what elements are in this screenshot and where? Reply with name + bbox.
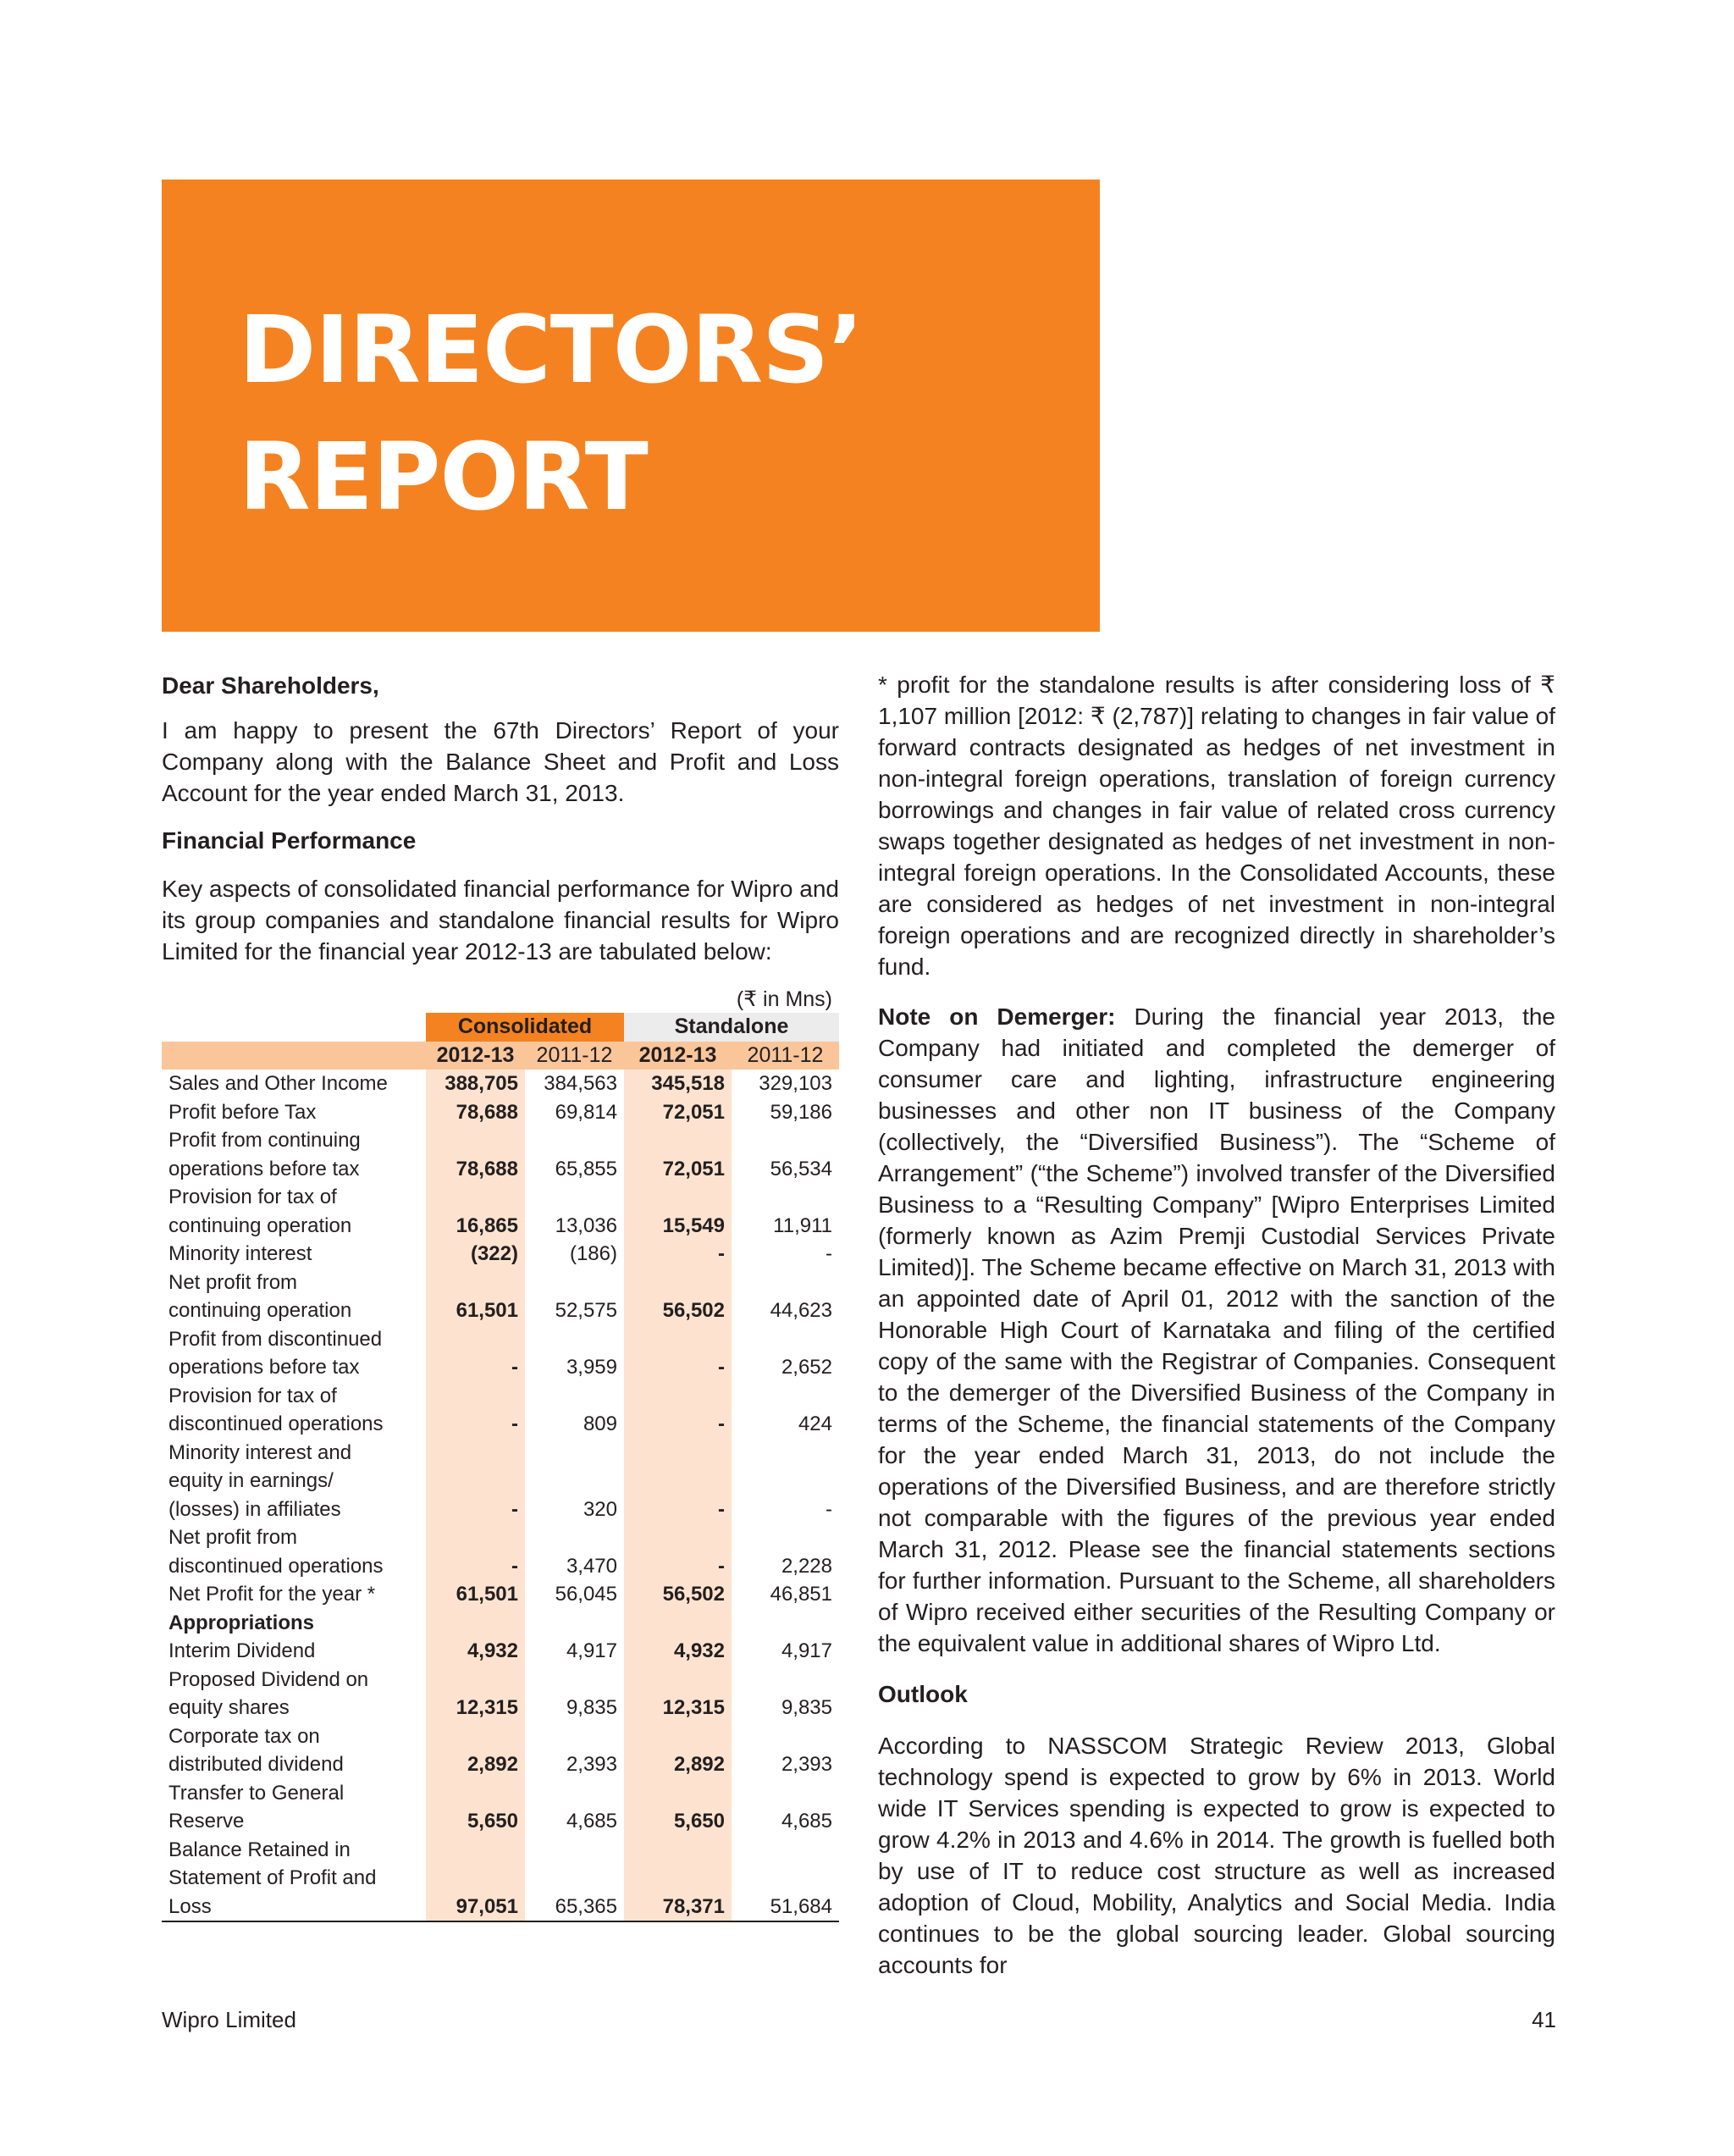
row-value [732, 1722, 839, 1751]
row-value [426, 1836, 525, 1865]
row-value: - [426, 1353, 525, 1382]
row-value: 4,932 [426, 1637, 525, 1666]
row-value [624, 1836, 732, 1865]
table-row [162, 1353, 839, 1382]
financial-intro-paragraph: Key aspects of consolidated financial performance for Wipro and its group companies and standalone financial results for Wipro Limited for the financial year 2012-13 are tabulated below: [162, 876, 839, 965]
row-value: 65,365 [525, 1893, 624, 1922]
table-row [162, 1893, 839, 1922]
row-value: 384,563 [525, 1070, 624, 1098]
row-value [426, 1183, 525, 1212]
row-value: - [624, 1353, 732, 1382]
row-value: 3,959 [525, 1353, 624, 1382]
group-header-row [162, 1013, 839, 1042]
financial-performance-heading: Financial Performance [162, 827, 417, 854]
row-label: Profit before Tax [168, 1100, 317, 1124]
row-value: 56,534 [732, 1155, 839, 1184]
row-value [525, 1269, 624, 1297]
row-label: Interim Dividend [168, 1639, 316, 1662]
financial-table [162, 1013, 839, 1922]
table-footnote: * profit for the standalone results is after considering loss of ₹ 1,107 million [2012: ₹ (2,787)] relating to changes in fair value of forward contracts designated as hedges of net investment in non-integral foreign operations, translation of foreign currency borrowings and changes in fair value of related cross currency swaps together designated as hedges of net investment in non-integral foreign operations. In the Consolidated Accounts, these are considered as hedges of net investment in non-integral foreign operations and are recognized directly in shareholder’s fund. [878, 672, 1555, 980]
year-header-blank [162, 1042, 426, 1070]
group-header-blank [162, 1013, 426, 1042]
table-row [162, 1439, 839, 1468]
row-value [525, 1183, 624, 1212]
row-label: distributed dividend [168, 1753, 344, 1776]
row-label: Net Profit for the year * [168, 1583, 376, 1606]
row-value: 52,575 [525, 1296, 624, 1325]
row-value: 13,036 [525, 1212, 624, 1241]
row-value [525, 1836, 624, 1865]
demerger-note [878, 1001, 1555, 1659]
row-value: - [624, 1552, 732, 1581]
table-row [162, 1779, 839, 1808]
row-label: Appropriations [168, 1611, 314, 1634]
row-value [732, 1467, 839, 1495]
row-label: Loss [162, 1893, 426, 1922]
row-value [525, 1779, 624, 1808]
row-value: 9,835 [525, 1694, 624, 1722]
row-label: Provision for tax of [168, 1186, 337, 1208]
row-value: 4,685 [525, 1807, 624, 1836]
financial-table-body [162, 1070, 839, 1921]
table-row [162, 1552, 839, 1581]
row-value: 2,393 [525, 1750, 624, 1779]
table-row [162, 1637, 839, 1666]
row-value: (322) [426, 1240, 525, 1269]
row-label: Proposed Dividend on [168, 1667, 369, 1691]
title-banner [162, 180, 1100, 632]
row-value [732, 1126, 839, 1155]
row-value [624, 1609, 732, 1638]
row-value: 320 [525, 1495, 624, 1524]
row-label: Minority interest and [168, 1440, 352, 1464]
row-value: 97,051 [426, 1893, 525, 1922]
table-row [162, 1467, 839, 1495]
row-label: Balance Retained in [168, 1838, 351, 1861]
row-value: 51,684 [732, 1893, 839, 1922]
table-row [162, 1325, 839, 1354]
row-label: Profit from continuing [168, 1129, 361, 1152]
row-label: Net profit from [168, 1270, 298, 1294]
row-value [426, 1779, 525, 1808]
row-value: 15,549 [624, 1212, 732, 1241]
row-value [732, 1523, 839, 1552]
row-value [732, 1382, 839, 1411]
row-value [525, 1439, 624, 1468]
row-value: 2,393 [732, 1750, 839, 1779]
row-value [525, 1467, 624, 1495]
group-header-standalone: Standalone [624, 1013, 839, 1042]
row-value: 5,650 [426, 1807, 525, 1836]
row-value [732, 1269, 839, 1297]
year-header: 2011-12 [525, 1042, 624, 1070]
row-value [525, 1382, 624, 1411]
table-row [162, 1864, 839, 1893]
row-value: 12,315 [426, 1694, 525, 1722]
year-header: 2012-13 [426, 1042, 525, 1070]
table-row [162, 1666, 839, 1694]
left-column [162, 669, 839, 1922]
row-value [525, 1325, 624, 1354]
row-value [525, 1722, 624, 1751]
row-value [624, 1269, 732, 1297]
row-label: continuing operation [168, 1213, 352, 1237]
table-row [162, 1296, 839, 1325]
row-value: - [732, 1240, 839, 1269]
row-label: Minority interest [168, 1242, 312, 1265]
row-label: operations before tax [168, 1356, 360, 1379]
row-value: 3,470 [525, 1552, 624, 1581]
row-value: 2,228 [732, 1552, 839, 1581]
row-label: discontinued operations [168, 1554, 384, 1578]
row-value [426, 1666, 525, 1694]
row-value: - [624, 1495, 732, 1524]
table-row [162, 1750, 839, 1779]
outlook-paragraph: According to NASSCOM Strategic Review 2013, Global technology spend is expected to grow by 6% in 2013. World wide IT Services spending is expected to grow is expected to grow 4.2% in 2013 and 4.6% in 2014. The growth is fuelled both by use of IT to reduce cost structure as well as increased adoption of Cloud, Mobility, Analytics and Social Media. India continues to be the global sourcing leader. Global sourcing accounts for [878, 1733, 1555, 1978]
row-value: (186) [525, 1240, 624, 1269]
row-value [426, 1609, 525, 1638]
table-row [162, 1070, 839, 1098]
row-value: 424 [732, 1410, 839, 1439]
row-value: 345,518 [624, 1070, 732, 1098]
row-value: 78,688 [426, 1155, 525, 1184]
row-value: 56,502 [624, 1580, 732, 1609]
row-value: 72,051 [624, 1098, 732, 1127]
table-row [162, 1694, 839, 1722]
row-value [426, 1439, 525, 1468]
table-row [162, 1523, 839, 1552]
row-value: 78,688 [426, 1098, 525, 1127]
row-value [624, 1126, 732, 1155]
row-value: 2,892 [426, 1750, 525, 1779]
row-label: equity in earnings/ [168, 1469, 334, 1492]
row-value [426, 1722, 525, 1751]
row-value [426, 1126, 525, 1155]
row-value: 56,045 [525, 1580, 624, 1609]
row-value [426, 1325, 525, 1354]
row-label: Corporate tax on [168, 1724, 320, 1748]
intro-paragraph: I am happy to present the 67th Directors’ Report of your Company along with the Balance Sheet and Profit and Loss Account for the year ended March 31, 2013. [162, 717, 839, 806]
row-value: 5,650 [624, 1807, 732, 1836]
page-title [239, 286, 863, 540]
row-value: - [732, 1495, 839, 1524]
table-row [162, 1382, 839, 1411]
table-row [162, 1098, 839, 1127]
table-row [162, 1155, 839, 1184]
demerger-label: Note on Demerger: [878, 1003, 1116, 1030]
row-value [426, 1864, 525, 1893]
row-value [624, 1779, 732, 1808]
title-line-1: DIRECTORS’ [239, 296, 864, 404]
table-row [162, 1495, 839, 1524]
row-label: equity shares [168, 1696, 290, 1719]
group-header-consolidated: Consolidated [426, 1013, 624, 1042]
footer-company: Wipro Limited [162, 2007, 296, 2032]
year-header: 2011-12 [732, 1042, 839, 1070]
row-label: operations before tax [168, 1157, 360, 1180]
row-value: 4,917 [732, 1637, 839, 1666]
row-value [525, 1523, 624, 1552]
table-row [162, 1580, 839, 1609]
row-value [624, 1864, 732, 1893]
table-row [162, 1269, 839, 1297]
year-header-row [162, 1042, 839, 1070]
row-value: 11,911 [732, 1212, 839, 1241]
row-value [732, 1836, 839, 1865]
table-row [162, 1722, 839, 1751]
row-value: - [426, 1410, 525, 1439]
row-label: Net profit from [168, 1526, 298, 1549]
row-value: 46,851 [732, 1580, 839, 1609]
row-value: 388,705 [426, 1070, 525, 1098]
row-value [426, 1523, 525, 1552]
row-value [525, 1126, 624, 1155]
row-value [426, 1382, 525, 1411]
row-value [732, 1864, 839, 1893]
row-value: - [426, 1495, 525, 1524]
row-value: 4,685 [732, 1807, 839, 1836]
table-row [162, 1126, 839, 1155]
row-value: 44,623 [732, 1296, 839, 1325]
title-line-2: REPORT [239, 423, 648, 531]
row-value [426, 1467, 525, 1495]
row-value: - [624, 1240, 732, 1269]
row-value [732, 1325, 839, 1354]
row-value [732, 1666, 839, 1694]
row-value: 809 [525, 1410, 624, 1439]
outlook-heading: Outlook [878, 1681, 968, 1707]
year-header: 2012-13 [624, 1042, 732, 1070]
row-value [732, 1779, 839, 1808]
row-value [624, 1666, 732, 1694]
row-value: 61,501 [426, 1296, 525, 1325]
row-value: 56,502 [624, 1296, 732, 1325]
table-row [162, 1183, 839, 1212]
row-value [525, 1666, 624, 1694]
demerger-text: During the financial year 2013, the Company had initiated and completed the demerger of consumer care and lighting, infrastructure engineering businesses and other non IT business of the Company (collectively, the “Diversified Business”). The “Scheme of Arrangement” (“the Scheme”) involved transfer of the Diversified Business to a “Resulting Company” [Wipro Enterprises Limited (formerly known as Azim Premji Custodial Services Private Limited)]. The Scheme became effective on March 31, 2013 with an appointed date of April 01, 2012 with the sanction of the Honorable High Court of Karnataka and filing of the certified copy of the same with the Registrar of Companies. Consequent to the demerger of the Diversified Business of the Company in terms of the Scheme, the financial statements of the Company for the year ended March 31, 2013, do not include the operations of the Diversified Business, and are therefore strictly not comparable with the figures of the previous year ended March 31, 2012. Please see the financial statements sections for further information. Pursuant to the Scheme, all shareholders of Wipro received either securities of the Resulting Company or the equivalent value in additional shares of Wipro Ltd. [878, 1003, 1555, 1656]
row-value [624, 1722, 732, 1751]
row-value [732, 1439, 839, 1468]
row-value: 78,371 [624, 1893, 732, 1922]
row-value [732, 1183, 839, 1212]
right-column [878, 669, 1555, 1981]
row-value [624, 1325, 732, 1354]
row-value: - [426, 1552, 525, 1581]
row-value [624, 1523, 732, 1552]
footer-page-number: 41 [1532, 2007, 1556, 2032]
row-label: Reserve [168, 1810, 245, 1833]
row-label: Statement of Profit and [168, 1866, 377, 1889]
row-value: 59,186 [732, 1098, 839, 1127]
greeting: Dear Shareholders, [162, 672, 379, 699]
table-row [162, 1212, 839, 1241]
row-label: discontinued operations [168, 1412, 384, 1435]
row-label: continuing operation [168, 1299, 352, 1322]
unit-label: (₹ in Mns) [736, 987, 832, 1011]
row-value: 12,315 [624, 1694, 732, 1722]
row-value [525, 1609, 624, 1638]
row-value: 329,103 [732, 1070, 839, 1098]
row-value [624, 1439, 732, 1468]
row-value: 16,865 [426, 1212, 525, 1241]
row-value [624, 1183, 732, 1212]
row-value: 69,814 [525, 1098, 624, 1127]
table-row [162, 1240, 839, 1269]
row-value [426, 1269, 525, 1297]
row-value: 61,501 [426, 1580, 525, 1609]
table-row [162, 1609, 839, 1638]
table-row [162, 1410, 839, 1439]
table-row [162, 1836, 839, 1865]
row-value: 65,855 [525, 1155, 624, 1184]
row-value: 9,835 [732, 1694, 839, 1722]
row-value: 4,932 [624, 1637, 732, 1666]
row-label: Transfer to General [168, 1781, 345, 1805]
row-label: Profit from discontinued [168, 1327, 383, 1351]
row-label: Sales and Other Income [168, 1072, 388, 1095]
row-label: Provision for tax of [168, 1384, 337, 1407]
row-label: (losses) in affiliates [168, 1497, 341, 1521]
row-value: 72,051 [624, 1155, 732, 1184]
row-value: 2,652 [732, 1353, 839, 1382]
row-value: 4,917 [525, 1637, 624, 1666]
row-value [624, 1467, 732, 1495]
row-value [525, 1864, 624, 1893]
table-row [162, 1807, 839, 1836]
row-value [624, 1382, 732, 1411]
row-value: 2,892 [624, 1750, 732, 1779]
row-value: - [624, 1410, 732, 1439]
row-value [732, 1609, 839, 1638]
